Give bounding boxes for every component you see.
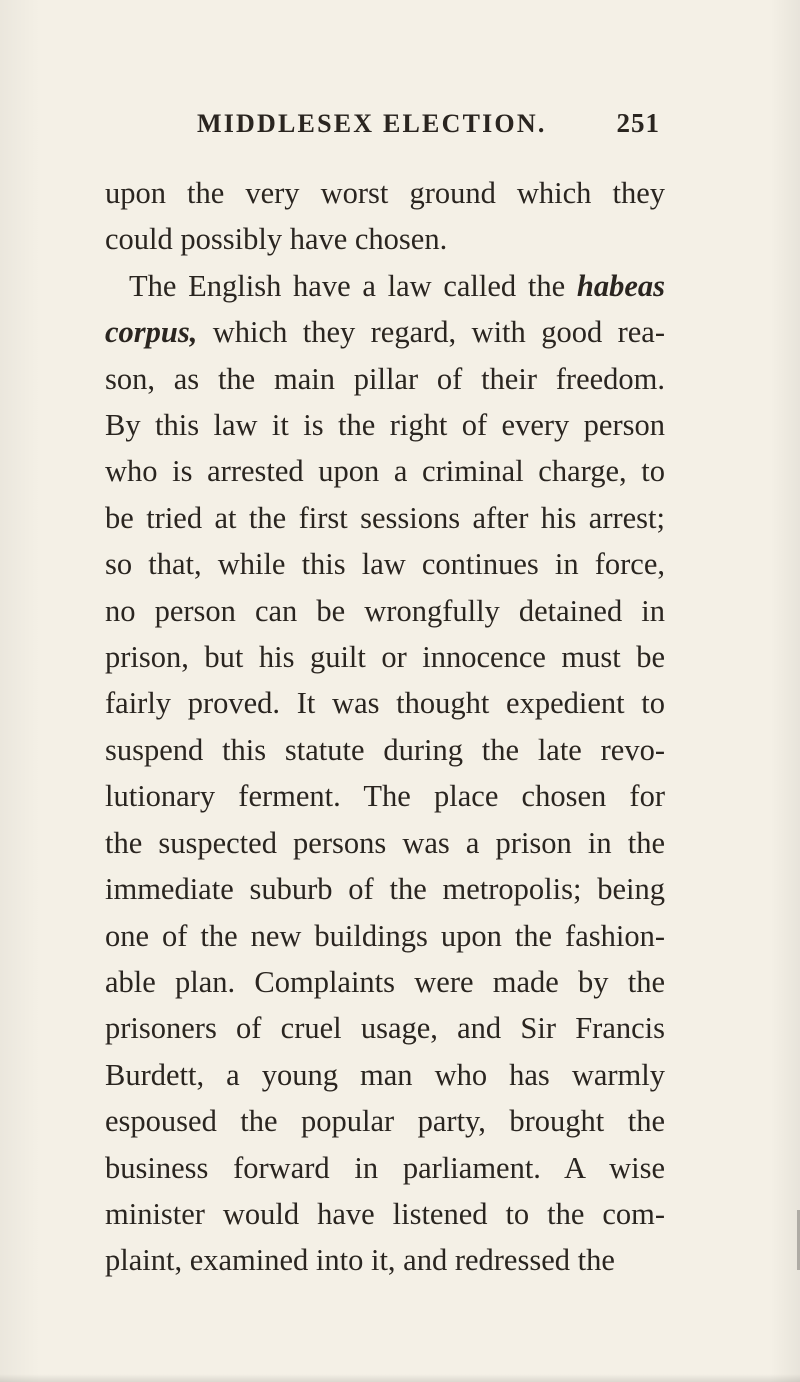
text-line: the suspected persons was a prison in the [105, 825, 665, 860]
text-line: no person can be wrongfully detained in [105, 593, 665, 628]
text-line: son, as the main pillar of their freedom. [105, 361, 665, 396]
text-line: able plan. Complaints were made by the [105, 964, 665, 999]
text-line: lutionary ferment. The place chosen for [105, 779, 665, 814]
text-line: fairly proved. It was thought expedient to [105, 686, 665, 721]
text-line: could possibly have chosen. [105, 222, 448, 257]
text-line: corpus, which they regard, with good rea- [105, 315, 665, 350]
text-line: Burdett, a young man who has warmly [105, 1057, 665, 1092]
text-line: prisoners of cruel usage, and Sir Francis [105, 1011, 665, 1046]
text-line: By this law it is the right of every person [105, 408, 665, 443]
text-line: suspend this statute during the late revo- [105, 732, 665, 767]
text-line: who is arrested upon a criminal charge, to [105, 454, 665, 489]
body-text [105, 170, 665, 1284]
text-line: espoused the popular party, brought the [105, 1104, 665, 1139]
page-number: 251 [616, 108, 660, 138]
italic-term: corpus, [105, 315, 198, 350]
text-line: The English have a law called the habeas [129, 268, 665, 303]
running-head: MIDDLESEX ELECTION. [197, 109, 547, 138]
text-line: minister would have listened to the com- [105, 1196, 665, 1231]
page-bottom-edge [0, 1374, 800, 1382]
text-line: plaint, examined into it, and redressed the [105, 1243, 615, 1278]
text-line: be tried at the first sessions after his arrest; [105, 500, 665, 535]
text-line: immediate suburb of the metropolis; being [105, 872, 665, 907]
text-line: so that, while this law continues in force, [105, 547, 665, 582]
text-line: one of the new buildings upon the fashion- [105, 918, 665, 953]
text-line: prison, but his guilt or innocence must be [105, 640, 665, 675]
italic-term: habeas [576, 268, 665, 303]
text-line: upon the very worst ground which they [105, 176, 665, 210]
text-line: business forward in parliament. A wise [105, 1150, 665, 1185]
page-header [197, 108, 660, 158]
